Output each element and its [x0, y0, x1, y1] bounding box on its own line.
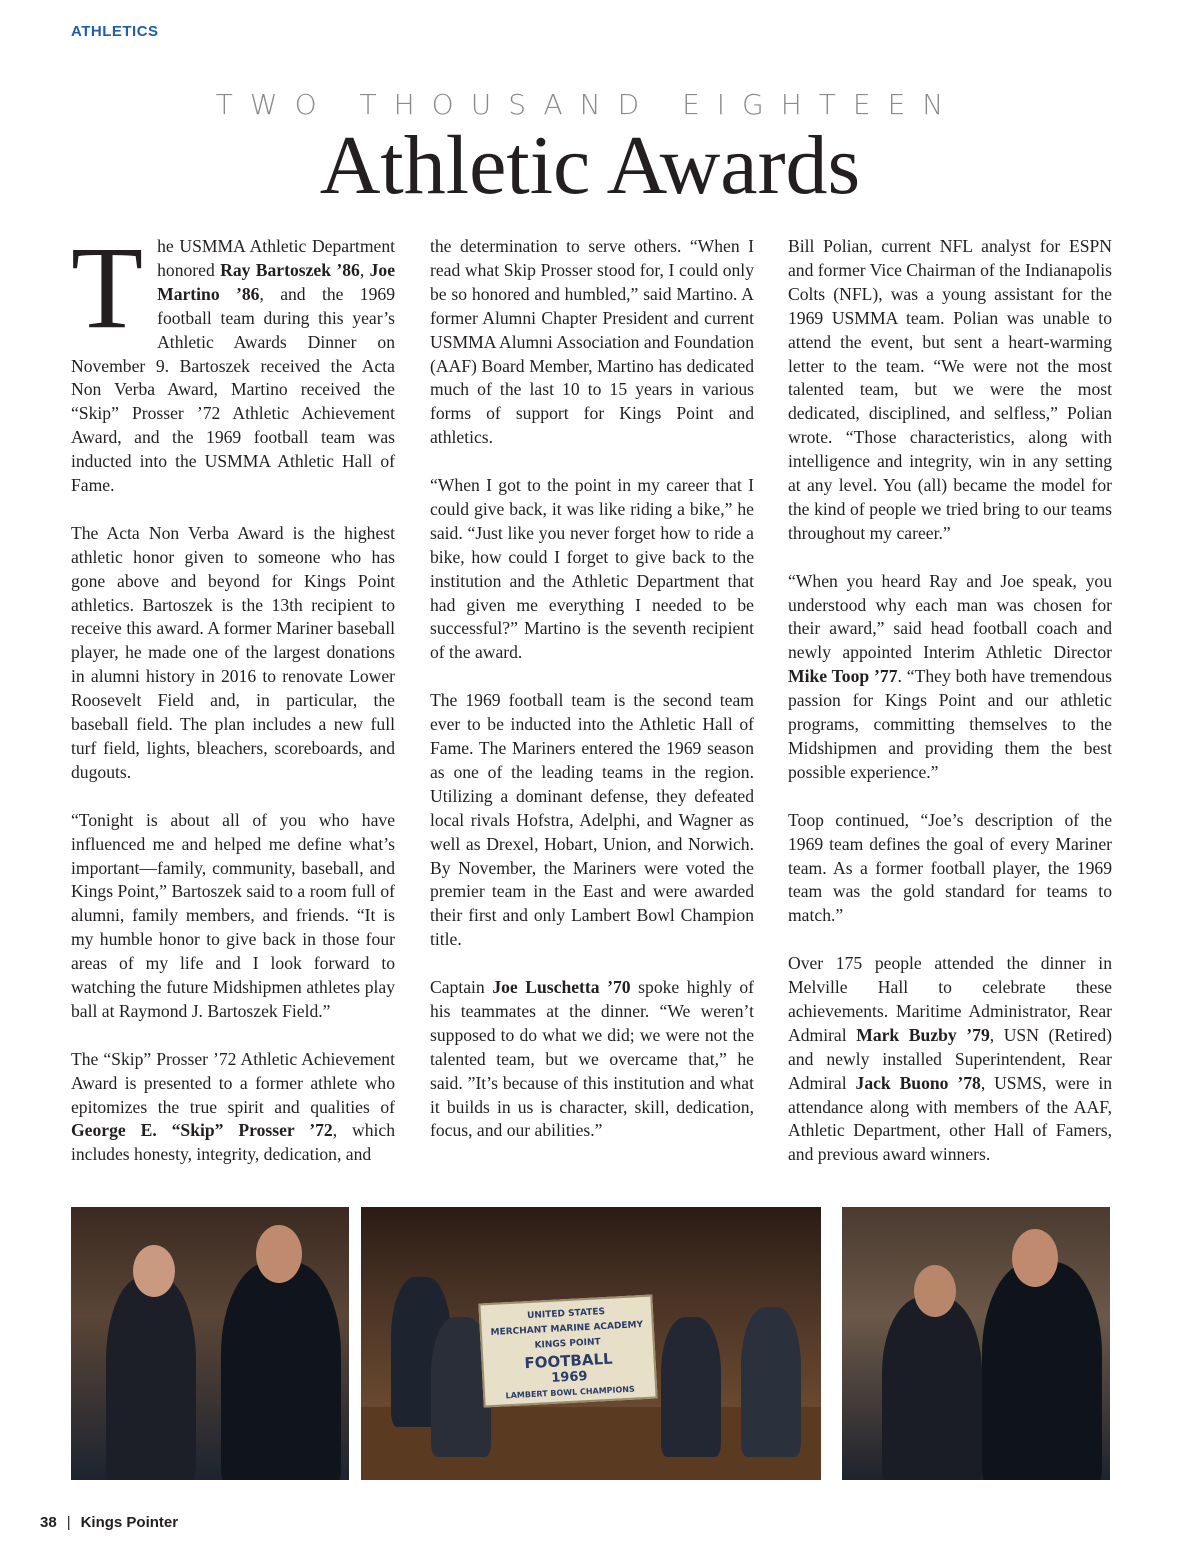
paragraph — [430, 976, 754, 1143]
text: , which includes honesty, integrity, dedication, and — [71, 1120, 396, 1165]
person-figure — [982, 1262, 1102, 1480]
banner-text: KINGS POINT — [534, 1337, 601, 1351]
photo-1969-team-group — [361, 1207, 821, 1480]
text: he USMMA Athletic Department honored — [157, 236, 395, 280]
name-bold: Jack Buono ’78 — [855, 1072, 981, 1093]
page-footer — [40, 1514, 178, 1531]
banner-text: UNITED STATES — [526, 1307, 606, 1322]
paragraph: The 1969 football team is the second team ever to be inducted into the Athletic Hall of Fame. The Mariners entered the 1969 season as one of the leading teams in the region. Utilizing a dominant defense, they defeated local rivals Hofstra, Adelphi, and Wagner as well as Drexel, Hobart, Union, and Norwich. By November, the Mariners were voted the premier team in the East and were awarded their first and only Lambert Bowl Champion title. — [430, 690, 754, 950]
person-head — [133, 1245, 175, 1297]
person-head — [914, 1265, 956, 1317]
page-title: Athletic Awards — [319, 119, 861, 212]
paragraph — [71, 222, 395, 498]
section-tag: ATHLETICS — [71, 23, 159, 40]
paragraph: The Acta Non Verba Award is the highest athletic honor given to someone who has gone above and beyond for Kings Point athletics. Bartoszek is the 13th recipient to receive this award. A former Mariner baseball player, he made one of the largest donations in alumni history in 2016 to renovate Lower Roosevelt Field and, in particular, the baseball field. The plan includes a new full turf field, lights, bleachers, scoreboards, and dugouts. — [71, 522, 395, 782]
article-column-2 — [430, 235, 754, 1167]
photo-award-presentation-right — [842, 1207, 1110, 1480]
text: Over 175 people attended the dinner in Melville Hall to celebrate these achievements. Maritime Administrator, Rear Admiral — [788, 953, 1112, 1045]
page-number: 38 — [40, 1514, 57, 1531]
banner-text: FOOTBALL — [524, 1349, 613, 1373]
person-figure — [221, 1262, 341, 1480]
footer-separator: | — [66, 1514, 71, 1531]
text: spoke highly of his teammates at the dinner. “We weren’t supposed to do what we did; we were not the talented team, but we overcame that,” he said. ”It’s because of this institution and what it builds in us is character, skill, dedication, focus, and our abilities.” — [430, 977, 755, 1141]
text: “When you heard Ray and Joe speak, you understood why each man was chosen for their award,” said head football coach and newly appointed Interim Athletic Director — [788, 570, 1112, 663]
text: , USN (Retired) and newly installed Superintendent, Rear Admiral — [788, 1024, 1113, 1093]
name-bold: Ray Bartoszek ’86 — [220, 259, 360, 280]
banner-text: 1969 — [550, 1369, 588, 1386]
paragraph — [71, 1048, 395, 1168]
paragraph: “When I got to the point in my career that I could give back, it was like riding a bike,” he said. “Just like you never forget how to ride a bike, how could I forget to give back to the institution and the Athletic Department that had given me everything I needed to be successful?” Martino is the seventh recipient of the award. — [430, 475, 754, 663]
article-column-3 — [788, 235, 1112, 1191]
text: . “They both have tremendous passion for Kings Point and our athletic programs, committing themselves to the Midshipmen and providing them the best possible experience.” — [788, 666, 1112, 782]
banner-text: MERCHANT MARINE ACADEMY — [490, 1320, 644, 1339]
name-bold: Mark Buzby ’79 — [856, 1024, 990, 1045]
person-figure — [741, 1307, 801, 1457]
person-figure — [661, 1317, 721, 1457]
name-bold: Joe Luschetta ’70 — [492, 977, 631, 998]
banner-text: LAMBERT BOWL CHAMPIONS — [505, 1384, 635, 1401]
text: , USMS, were in attendance along with members of the AAF, Athletic Department, other Hall of Famers, and previous award winners. — [788, 1072, 1113, 1165]
name-bold: Joe Martino ’86 — [157, 259, 395, 304]
text: , — [359, 259, 370, 280]
person-figure — [882, 1297, 982, 1480]
publication-name: Kings Pointer — [80, 1514, 179, 1531]
paragraph — [788, 952, 1112, 1167]
paragraph: Bill Polian, current NFL analyst for ESPN and former Vice Chairman of the Indianapolis Colts (NFL), was a young assistant for the 1969 USMMA team. Polian was unable to attend the event, but sent a heart-warming letter to the team. “We were not the most talented team, but we were the most dedicated, disciplined, and selfless,” Polian wrote. “Those characteristics, along with intelligence and integrity, win in any setting at any level. You (all) became the model for the kind of people we tried bring to our teams throughout my career.” — [788, 236, 1112, 543]
article-column-1 — [71, 222, 396, 1191]
drop-cap: T — [71, 222, 144, 353]
text: The “Skip” Prosser ’72 Athletic Achievement Award is presented to a former athlete who epitomizes the true spirit and qualities of — [71, 1048, 395, 1117]
photo-award-presentation-left — [71, 1207, 349, 1480]
person-head — [1012, 1229, 1058, 1287]
name-bold: George E. “Skip” Prosser ’72 — [71, 1120, 333, 1141]
paragraph — [788, 570, 1112, 785]
paragraph: the determination to serve others. “When I read what Skip Prosser stood for, I could only be so honored and humbled,” said Martino. A former Alumni Chapter President and current USMMA Alumni Association and Foundation (AAF) Board Member, Martino has dedicated much of the last 10 to 15 years in various forms of support for Kings Point and athletics. — [430, 236, 754, 448]
paragraph: Toop continued, “Joe’s description of the 1969 team defines the goal of every Mariner team. As a former football player, the 1969 team was the gold standard for teams to match.” — [788, 809, 1112, 926]
name-bold: Mike Toop ’77 — [788, 666, 898, 687]
team-banner — [478, 1295, 657, 1408]
headline-kicker: TWO THOUSAND EIGHTEEN — [215, 88, 961, 121]
person-head — [256, 1225, 302, 1283]
text: , and the 1969 football team during this year’s Athletic Awards Dinner on November 9. Bartoszek received the Acta Non Verba Award, Martino received the “Skip” Prosser ’72 Athletic Achievement Award, and the 1969 football team was inducted into the USMMA Athletic Hall of Fame. — [71, 283, 395, 496]
person-figure — [106, 1277, 196, 1480]
text: Captain — [430, 977, 493, 998]
paragraph: “Tonight is about all of you who have influenced me and helped me define what’s important—family, community, baseball, and Kings Point,” Bartoszek said to a room full of alumni, family members, and friends. “It is my humble honor to give back in those four areas of my life and I look forward to watching the future Midshipmen athletes play ball at Raymond J. Bartoszek Field.” — [71, 809, 395, 1021]
